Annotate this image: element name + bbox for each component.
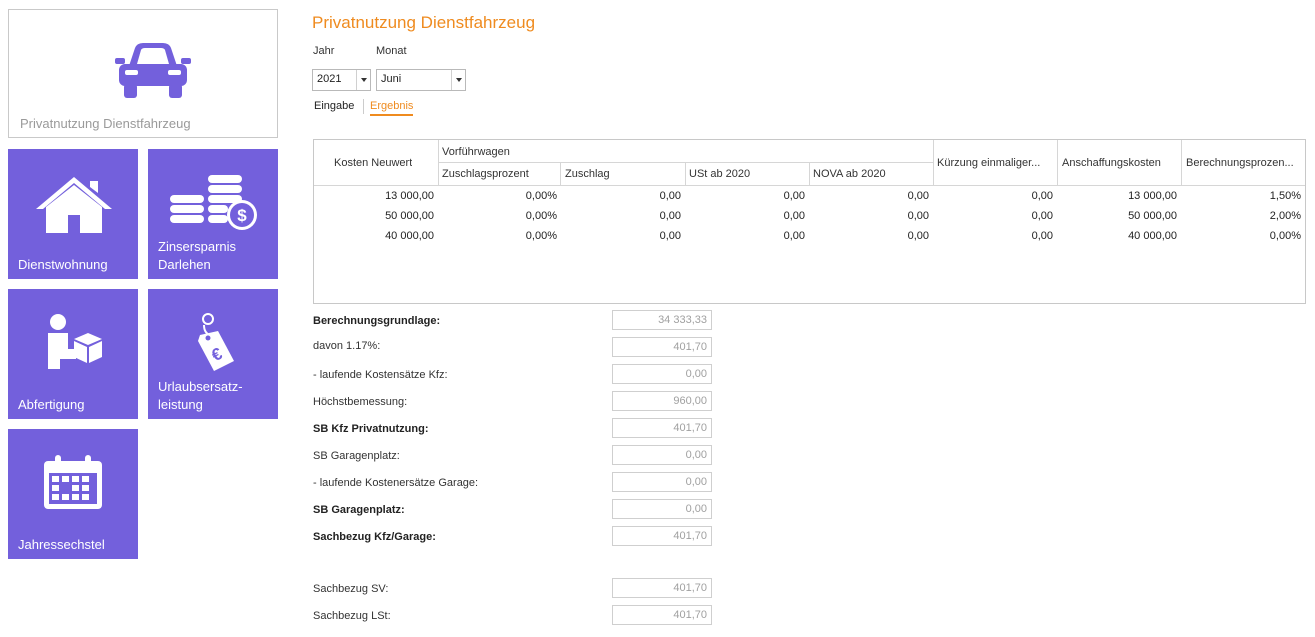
col-header-zuschlagsprozent[interactable]: Zuschlagsprozent <box>442 168 529 180</box>
col-header-berechnungsprozent[interactable]: Berechnungsprozen... <box>1186 157 1294 169</box>
tile-label: Zinsersparnis Darlehen <box>158 239 237 272</box>
cell: 0,00% <box>525 230 557 242</box>
svg-text:€: € <box>208 343 226 366</box>
cell: 13 000,00 <box>1128 190 1177 202</box>
label-sb-garagenplatz: SB Garagenplatz: <box>313 450 400 462</box>
cell: 0,00 <box>907 210 929 222</box>
label-davon: davon 1.17%: <box>313 340 381 352</box>
cell: 0,00 <box>1031 190 1053 202</box>
cell: 40 000,00 <box>1128 230 1177 242</box>
svg-text:$: $ <box>237 206 247 225</box>
label-sachbezug-lst: Sachbezug LSt: <box>313 610 391 622</box>
cell: 40 000,00 <box>385 230 434 242</box>
cell: 0,00% <box>1269 230 1301 242</box>
tile-abfertigung[interactable] <box>8 289 138 419</box>
label-sachbezug-sv: Sachbezug SV: <box>313 583 389 595</box>
label-laufende-kostenersaetze-garage: - laufende Kostenersätze Garage: <box>313 477 479 489</box>
col-group-vorfuehrwagen: Vorführwagen <box>442 146 510 158</box>
month-label: Monat <box>376 45 407 57</box>
tile-urlaubsersatzleistung[interactable] <box>148 289 278 419</box>
field-sb-garagenplatz-total[interactable]: 0,00 <box>612 499 712 519</box>
col-header-kosten-neuwert[interactable]: Kosten Neuwert <box>334 157 413 169</box>
chevron-down-icon[interactable] <box>356 70 370 90</box>
field-berechnungsgrundlage[interactable]: 34 333,33 <box>612 310 712 330</box>
cell: 0,00 <box>659 190 681 202</box>
euro-tag-icon <box>190 311 240 373</box>
cell: 0,00 <box>783 230 805 242</box>
page-title: Privatnutzung Dienstfahrzeug <box>312 13 536 32</box>
field-hoechstbemessung[interactable]: 960,00 <box>612 391 712 411</box>
tab-eingabe[interactable]: Eingabe <box>314 100 355 112</box>
col-header-ust[interactable]: USt ab 2020 <box>689 168 751 180</box>
tile-label: Dienstwohnung <box>18 257 108 272</box>
label-laufende-kostensaetze-kfz: - laufende Kostensätze Kfz: <box>313 369 448 381</box>
field-sachbezug-lst[interactable]: 401,70 <box>612 605 712 625</box>
cell: 0,00 <box>907 230 929 242</box>
tile-label: Abfertigung <box>18 397 85 412</box>
col-header-anschaffungskosten[interactable]: Anschaffungskosten <box>1062 157 1161 169</box>
cell: 0,00 <box>783 210 805 222</box>
tile-main-label: Privatnutzung Dienstfahrzeug <box>20 116 191 131</box>
person-package-icon <box>44 313 104 371</box>
tab-separator <box>363 99 364 114</box>
label-sb-garagenplatz-total: SB Garagenplatz: <box>313 504 405 516</box>
cell: 0,00% <box>525 190 557 202</box>
col-header-nova[interactable]: NOVA ab 2020 <box>813 168 886 180</box>
label-berechnungsgrundlage: Berechnungsgrundlage: <box>313 315 441 327</box>
tile-privatnutzung-dienstfahrzeug[interactable] <box>8 9 278 138</box>
house-icon <box>32 173 116 235</box>
cell: 2,00% <box>1269 210 1301 222</box>
year-label: Jahr <box>313 45 335 57</box>
field-laufende-kostenersaetze-garage[interactable]: 0,00 <box>612 472 712 492</box>
cell: 1,50% <box>1269 190 1301 202</box>
col-header-zuschlag[interactable]: Zuschlag <box>565 168 610 180</box>
month-select[interactable] <box>376 69 466 91</box>
cell: 0,00% <box>525 210 557 222</box>
car-icon <box>115 40 191 100</box>
tab-ergebnis[interactable]: Ergebnis <box>370 100 413 116</box>
cell: 0,00 <box>1031 230 1053 242</box>
year-select-value: 2021 <box>317 73 342 85</box>
result-grid[interactable] <box>313 139 1306 304</box>
tile-label: Urlaubsersatz-leistung <box>158 379 243 412</box>
field-davon[interactable]: 401,70 <box>612 337 712 357</box>
cell: 0,00 <box>659 230 681 242</box>
label-sb-kfz-privatnutzung: SB Kfz Privatnutzung: <box>313 423 429 435</box>
cell: 13 000,00 <box>385 190 434 202</box>
coins-icon <box>168 171 262 231</box>
tile-jahressechstel[interactable] <box>8 429 138 559</box>
field-sachbezug-kfz-garage[interactable]: 401,70 <box>612 526 712 546</box>
col-header-kuerzung[interactable]: Kürzung einmaliger... <box>937 157 1041 169</box>
label-sachbezug-kfz-garage: Sachbezug Kfz/Garage: <box>313 531 436 543</box>
field-laufende-kostensaetze-kfz[interactable]: 0,00 <box>612 364 712 384</box>
cell: 0,00 <box>907 190 929 202</box>
tile-zinsersparnis-darlehen[interactable] <box>148 149 278 279</box>
tile-dienstwohnung[interactable] <box>8 149 138 279</box>
cell: 50 000,00 <box>385 210 434 222</box>
label-hoechstbemessung: Höchstbemessung: <box>313 396 408 408</box>
calendar-icon <box>42 453 104 511</box>
year-select[interactable] <box>312 69 371 91</box>
cell: 0,00 <box>659 210 681 222</box>
cell: 0,00 <box>1031 210 1053 222</box>
field-sb-garagenplatz[interactable]: 0,00 <box>612 445 712 465</box>
cell: 50 000,00 <box>1128 210 1177 222</box>
month-select-value: Juni <box>381 73 402 85</box>
chevron-down-icon[interactable] <box>451 70 465 90</box>
field-sb-kfz-privatnutzung[interactable]: 401,70 <box>612 418 712 438</box>
tile-label: Jahressechstel <box>18 537 105 552</box>
field-sachbezug-sv[interactable]: 401,70 <box>612 578 712 598</box>
cell: 0,00 <box>783 190 805 202</box>
